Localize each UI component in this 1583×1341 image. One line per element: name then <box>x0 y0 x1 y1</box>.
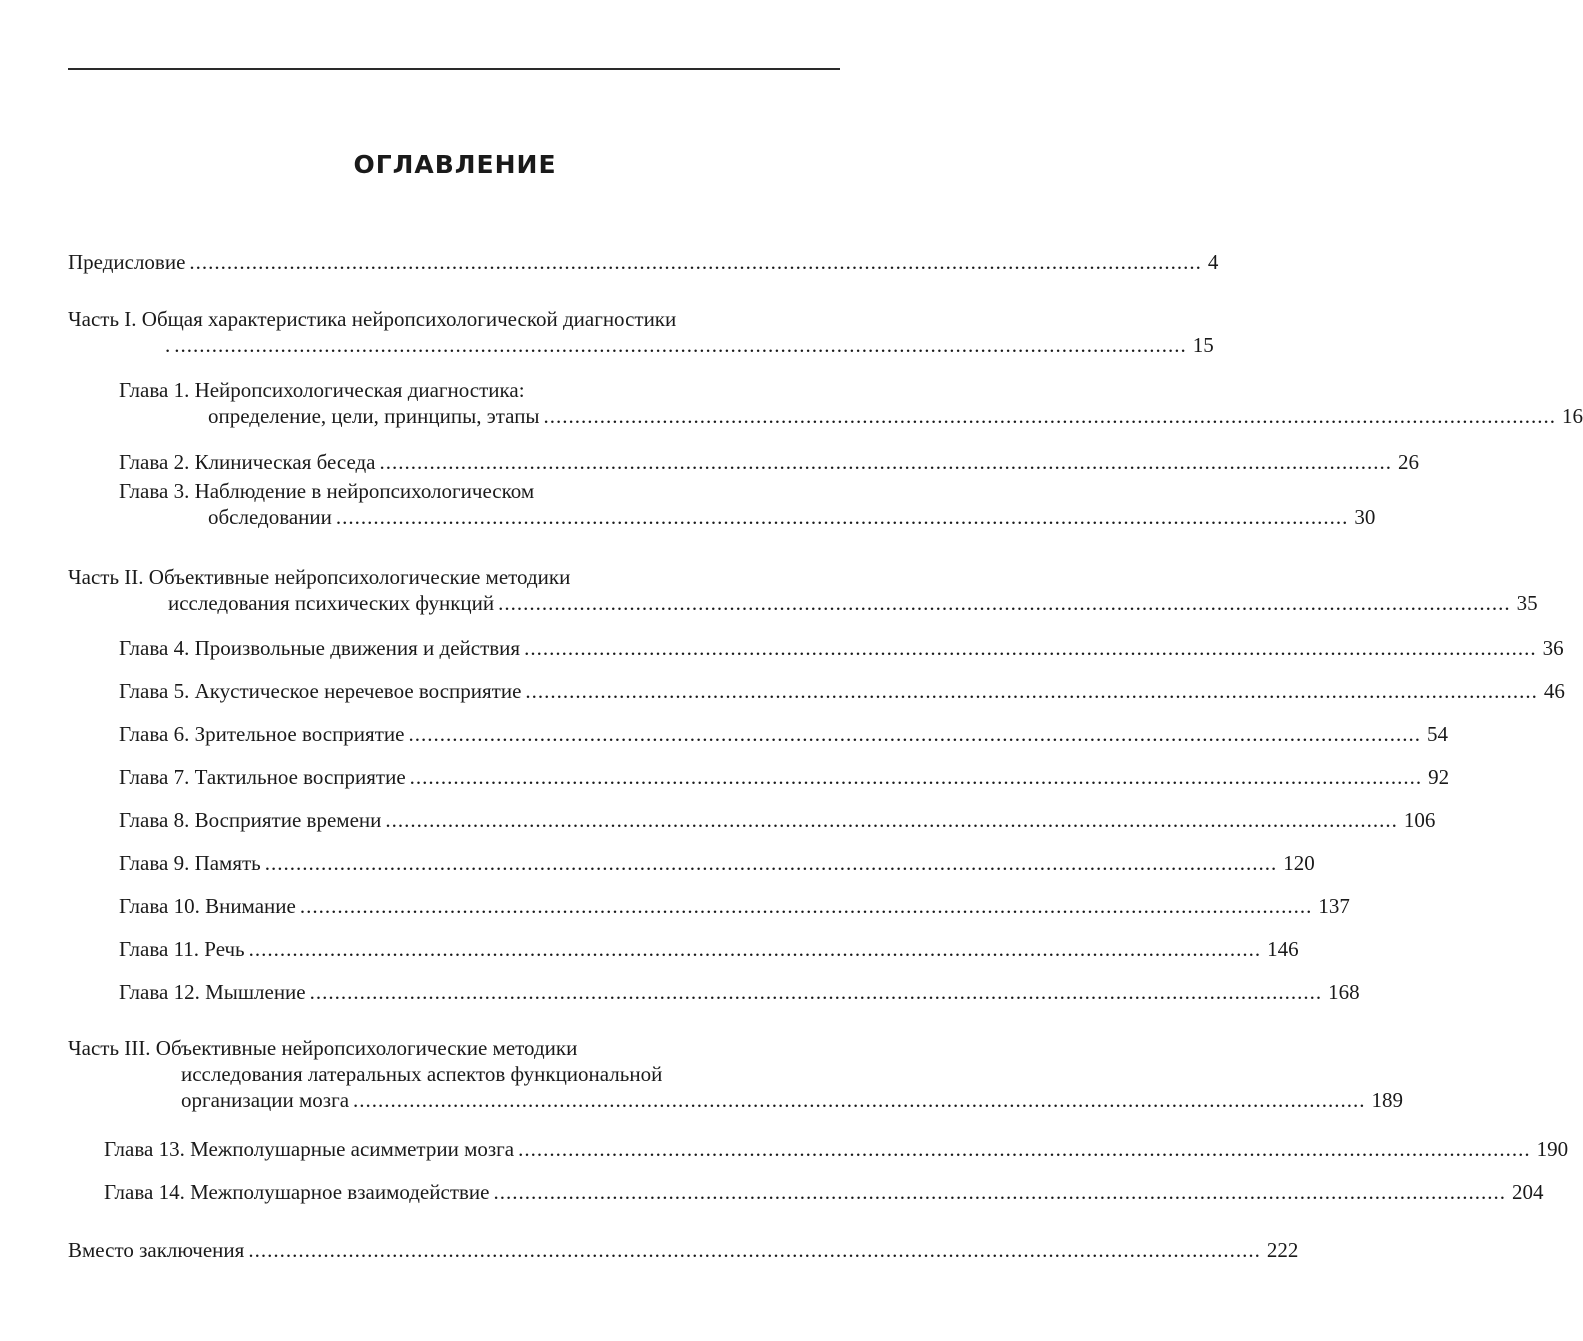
dot-leader: .................................................................................................................................................................. <box>409 765 1423 789</box>
page-number: 30 <box>1354 505 1376 529</box>
toc-entry-chapter-2 <box>119 449 1419 475</box>
dot-leader: .................................................................................................................................................................. <box>385 808 1398 832</box>
entry-title: Вместо заключения <box>68 1238 245 1262</box>
dot-leader: .................................................................................................................................................................. <box>335 505 1349 529</box>
page-number: 137 <box>1318 894 1350 918</box>
toc-entry-chapter-11 <box>119 936 1299 962</box>
toc-entry-chapter-6 <box>119 721 1448 747</box>
toc-entry-chapter-8 <box>119 807 1436 833</box>
dot-leader: .................................................................................................................................................................. <box>498 591 1511 615</box>
toc-entry-part-2 <box>68 564 1538 616</box>
page-number: 46 <box>1543 679 1565 703</box>
toc-entry-chapter-12 <box>119 979 1360 1005</box>
entry-title: Глава 3. Наблюдение в нейропсихологическом <box>119 479 535 503</box>
page-number: 26 <box>1398 450 1419 474</box>
page-number: 16 <box>1562 404 1583 428</box>
toc-entry-chapter-9 <box>119 850 1315 876</box>
dot-leader: .................................................................................................................................................................. <box>248 937 1262 961</box>
page-number: 222 <box>1266 1238 1299 1262</box>
page-number: 35 <box>1516 591 1538 615</box>
entry-title: Глава 9. Память <box>119 851 261 875</box>
entry-title-continued: исследования латеральных аспектов функциональной <box>181 1062 663 1086</box>
entry-title-continued: исследования психических функций <box>168 591 495 615</box>
toc-entry-preface <box>68 249 1219 275</box>
toc-entry-conclusion <box>68 1237 1299 1263</box>
page-number: 54 <box>1426 722 1448 746</box>
entry-title-continued: . <box>165 333 171 357</box>
toc-entry-chapter-7 <box>119 764 1450 790</box>
entry-title-continued: организации мозга <box>181 1088 350 1112</box>
page-number: 36 <box>1542 636 1564 660</box>
toc-entry-chapter-13 <box>104 1136 1569 1162</box>
entry-title: Глава 7. Тактильное восприятие <box>119 765 406 789</box>
dot-leader: .................................................................................................................................................................. <box>174 333 1187 357</box>
page-number: 189 <box>1371 1088 1404 1112</box>
page-number: 4 <box>1207 250 1219 274</box>
entry-title: Глава 14. Межполушарное взаимодействие <box>104 1180 490 1204</box>
dot-leader: .................................................................................................................................................................. <box>299 894 1313 918</box>
page-title: ОГЛАВЛЕНИЕ <box>353 150 557 179</box>
entry-title: Глава 12. Мышление <box>119 980 306 1004</box>
entry-title: Глава 10. Внимание <box>119 894 296 918</box>
entry-title: Глава 11. Речь <box>119 937 245 961</box>
dot-leader: .................................................................................................................................................................. <box>525 679 1538 703</box>
toc-entry-chapter-3 <box>119 478 1376 530</box>
page-number: 146 <box>1267 937 1299 961</box>
toc-entry-chapter-14 <box>104 1179 1544 1205</box>
entry-title-continued: определение, цели, принципы, этапы <box>208 404 540 428</box>
top-rule <box>68 68 840 70</box>
entry-title: Предисловие <box>68 250 186 274</box>
dot-leader: .................................................................................................................................................................. <box>379 450 1392 474</box>
page-number: 204 <box>1511 1180 1544 1204</box>
dot-leader: .................................................................................................................................................................. <box>264 851 1278 875</box>
page-number: 168 <box>1328 980 1360 1004</box>
entry-title: Часть III. Объективные нейропсихологические методики <box>68 1036 578 1060</box>
page-number: 106 <box>1403 808 1436 832</box>
dot-leader: .................................................................................................................................................................. <box>408 722 1421 746</box>
page-number: 120 <box>1283 851 1315 875</box>
entry-title: Глава 13. Межполушарные асимметрии мозга <box>104 1137 515 1161</box>
entry-title: Глава 1. Нейропсихологическая диагностика: <box>119 378 525 402</box>
toc-entry-chapter-5 <box>119 678 1565 704</box>
dot-leader: .................................................................................................................................................................. <box>524 636 1537 660</box>
entry-title: Глава 5. Акустическое неречевое восприятие <box>119 679 522 703</box>
dot-leader: .................................................................................................................................................................. <box>189 250 1202 274</box>
toc-entry-part-1 <box>68 306 1214 358</box>
entry-title: Часть I. Общая характеристика нейропсихологической диагностики <box>68 307 677 331</box>
dot-leader: .................................................................................................................................................................. <box>493 1180 1506 1204</box>
dot-leader: .................................................................................................................................................................. <box>543 404 1557 428</box>
dot-leader: .................................................................................................................................................................. <box>248 1238 1261 1262</box>
entry-title: Глава 8. Восприятие времени <box>119 808 382 832</box>
page-number: 15 <box>1192 333 1214 357</box>
toc-entry-chapter-4 <box>119 635 1564 661</box>
dot-leader: .................................................................................................................................................................. <box>309 980 1323 1004</box>
entry-title: Глава 2. Клиническая беседа <box>119 450 376 474</box>
entry-title: Часть II. Объективные нейропсихологические методики <box>68 565 571 589</box>
toc-entry-part-3 <box>68 1035 1404 1113</box>
entry-title: Глава 4. Произвольные движения и действия <box>119 636 521 660</box>
toc-entry-chapter-1 <box>119 377 1583 429</box>
entry-title-continued: обследовании <box>208 505 332 529</box>
page-number: 190 <box>1536 1137 1569 1161</box>
toc-entry-chapter-10 <box>119 893 1350 919</box>
entry-title: Глава 6. Зрительное восприятие <box>119 722 405 746</box>
page-number: 92 <box>1428 765 1450 789</box>
dot-leader: .................................................................................................................................................................. <box>353 1088 1366 1112</box>
dot-leader: .................................................................................................................................................................. <box>518 1137 1531 1161</box>
